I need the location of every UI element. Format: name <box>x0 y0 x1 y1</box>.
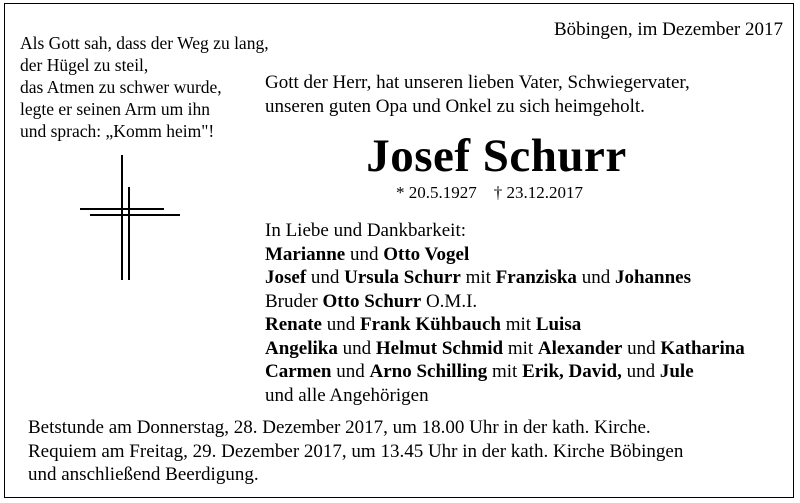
mourner-name: Alexander <box>537 337 623 359</box>
service-details <box>28 416 683 487</box>
mourner-line <box>265 290 745 314</box>
mourner-name: Carmen <box>265 361 332 382</box>
mourner-line <box>265 337 745 361</box>
connector: und <box>621 361 660 382</box>
intro-line: Gott der Herr, hat unseren lieben Vater, Schwiegervater, <box>265 72 690 93</box>
life-dates <box>396 183 583 203</box>
footer-line: und anschließend Beerdigung. <box>28 464 259 485</box>
footer-line: Betstunde am Donnerstag, 28. Dezember 2017, um 18.00 Uhr in der kath. Kirche. <box>28 417 651 438</box>
birth-date: * 20.5.1927 <box>396 183 477 202</box>
poem <box>20 32 290 142</box>
mourner-name: Angelika <box>265 337 338 359</box>
mourner-name: Josef <box>265 267 307 288</box>
connector: und <box>337 337 376 359</box>
mourner-name: Katharina <box>660 337 745 359</box>
mourner-name: Otto Schurr <box>322 290 422 312</box>
connector: mit <box>503 337 538 359</box>
poem-line: legte er seinen Arm um ihn <box>20 99 211 119</box>
mourner-line <box>265 243 745 267</box>
mourner-name: Erik, David, <box>522 361 622 382</box>
connector: und <box>331 361 370 382</box>
mourners-heading: In Liebe und Dankbarkeit: <box>265 220 467 241</box>
connector: und <box>622 337 661 359</box>
connector: und <box>576 267 615 288</box>
mourner-line <box>265 313 745 337</box>
connector: und <box>306 267 345 288</box>
deceased-name: Josef Schurr <box>366 130 627 182</box>
mourner-name: Frank Kühbauch <box>359 314 501 335</box>
connector: mit <box>500 314 536 335</box>
mourner-name: Arno Schilling <box>369 361 488 382</box>
mourner-name: Renate <box>265 314 322 335</box>
death-date: † 23.12.2017 <box>493 183 583 202</box>
cross-icon <box>80 155 180 280</box>
place-date: Böbingen, im Dezember 2017 <box>553 19 783 40</box>
intro-line: unseren guten Opa und Onkel zu sich heimgeholt. <box>265 96 645 117</box>
connector: mit <box>460 267 496 288</box>
mourner-name: Ursula Schurr <box>344 267 461 288</box>
poem-line: der Hügel zu steil, <box>20 55 149 75</box>
poem-line: das Atmen zu schwer wurde, <box>20 77 222 97</box>
mourner-name: Luisa <box>535 314 582 335</box>
mourner-name: Marianne <box>265 243 346 265</box>
intro-text <box>265 71 690 119</box>
connector: Bruder <box>265 290 323 312</box>
mourners-closing: und alle Angehörigen <box>265 384 429 406</box>
connector: und <box>321 314 360 335</box>
mourner-name: Otto Vogel <box>383 243 470 265</box>
mourner-name: Helmut Schmid <box>375 337 504 359</box>
connector: mit <box>487 361 523 382</box>
mourner-name: Johannes <box>614 267 691 288</box>
footer-line: Requiem am Freitag, 29. Dezember 2017, um 13.45 Uhr in der kath. Kirche Böbingen <box>28 440 684 462</box>
poem-line: Als Gott sah, dass der Weg zu lang, <box>20 33 269 53</box>
mourner-line <box>265 360 745 384</box>
mourners-list <box>265 219 745 407</box>
poem-line: und sprach: „Komm heim"! <box>20 121 215 141</box>
mourner-line <box>265 266 745 290</box>
mourner-name: Franziska <box>495 267 577 288</box>
mourner-name: Jule <box>659 361 694 382</box>
connector: O.M.I. <box>421 290 478 312</box>
connector: und <box>345 243 384 265</box>
